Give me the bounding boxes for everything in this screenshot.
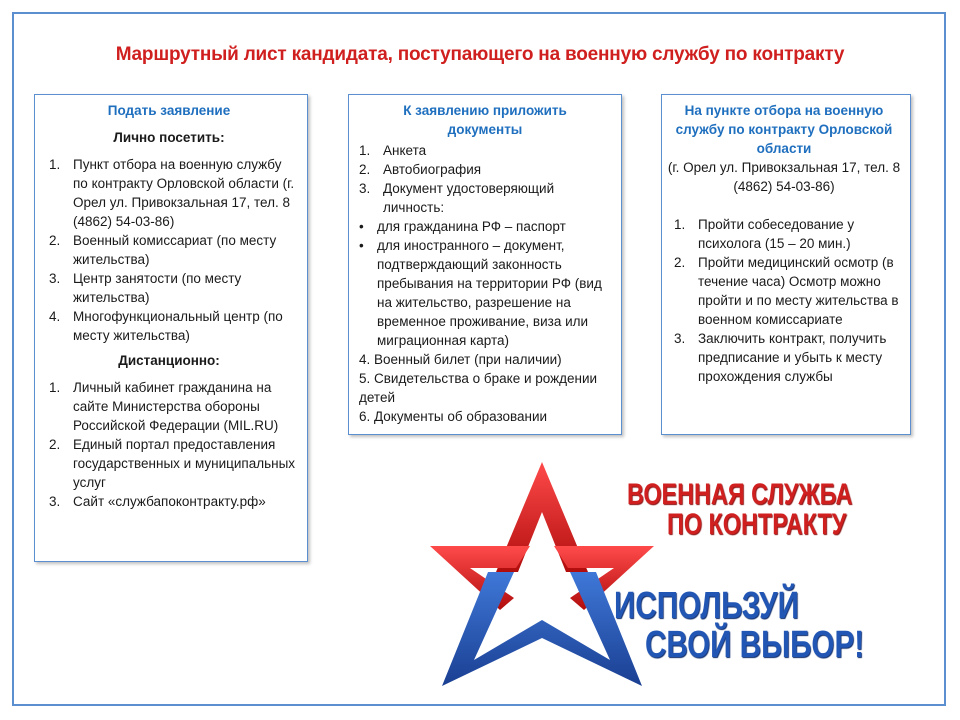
page-title: Маршрутный лист кандидата, поступающего на военную службу по контракту bbox=[115, 44, 845, 65]
list-item: • для иностранного – документ, подтверждающий законность пребывания на территории РФ (вид на жительство, разрешение на временное проживание, виза или миграционная карта) bbox=[359, 238, 602, 348]
in-person-list bbox=[41, 155, 297, 345]
list-item: 2. Единый портал предоставления государственных и муниципальных услуг bbox=[49, 437, 296, 490]
in-person-label: Лично посетить: bbox=[113, 130, 225, 145]
apply-heading: Подать заявление bbox=[107, 103, 231, 118]
slogan-line-3: ИСПОЛЬЗУЙ bbox=[614, 585, 799, 627]
steps-list bbox=[666, 215, 902, 386]
documents-heading: К заявлению приложить документы bbox=[403, 103, 567, 137]
list-item: 4. Многофункциональный центр (по месту жительства) bbox=[49, 309, 283, 343]
selection-point-heading: На пункте отбора на военную службу по контракту Орловской области bbox=[675, 103, 893, 156]
list-item: 3. Сайт «службапоконтракту.рф» bbox=[49, 494, 266, 509]
list-item: 1. Пункт отбора на военную службу по контракту Орловской области (г. Орел ул. Привокзальная 17, тел. 8 (4862) 54-03-86) bbox=[49, 157, 295, 229]
list-item: 3. Заключить контракт, получить предписание и убыть к месту прохождения службы bbox=[674, 331, 887, 384]
documents-box bbox=[348, 94, 622, 435]
list-item: 3. Документ удостоверяющий личность: bbox=[359, 181, 555, 215]
list-item: 5. Свидетельства о браке и рождении детей bbox=[359, 371, 598, 405]
list-item: 1. Пройти собеседование у психолога (15 – 20 мин.) bbox=[674, 217, 855, 251]
list-item: 2. Военный комиссариат (по месту жительства) bbox=[49, 233, 277, 267]
selection-point-address: (г. Орел ул. Привокзальная 17, тел. 8 (4862) 54-03-86) bbox=[667, 160, 901, 194]
slogan-line-2: ПО КОНТРАКТУ bbox=[667, 508, 847, 541]
slogan-line-4: СВОЙ ВЫБОР! bbox=[645, 624, 865, 666]
list-item: • для гражданина РФ – паспорт bbox=[359, 219, 566, 234]
list-item: 2. Автобиография bbox=[359, 162, 482, 177]
list-item: 1. Личный кабинет гражданина на сайте Министерства обороны Российской Федерации (MIL.RU) bbox=[49, 380, 279, 433]
selection-point-box bbox=[661, 94, 911, 435]
identity-doc-list bbox=[349, 217, 611, 350]
remote-label: Дистанционно: bbox=[118, 353, 220, 368]
remote-list bbox=[41, 378, 297, 511]
list-item: 3. Центр занятости (по месту жительства) bbox=[49, 271, 242, 305]
slogan-line-1: ВОЕННАЯ СЛУЖБА bbox=[627, 478, 853, 511]
list-item: 4. Военный билет (при наличии) bbox=[359, 352, 562, 367]
list-item: 6. Документы об образовании bbox=[359, 409, 548, 424]
list-item: 1. Анкета bbox=[359, 143, 427, 158]
list-item: 2. Пройти медицинский осмотр (в течение часа) Осмотр можно пройти и по месту жительства в военном комиссариате bbox=[674, 255, 899, 327]
documents-list bbox=[349, 141, 611, 217]
apply-box bbox=[34, 94, 308, 562]
